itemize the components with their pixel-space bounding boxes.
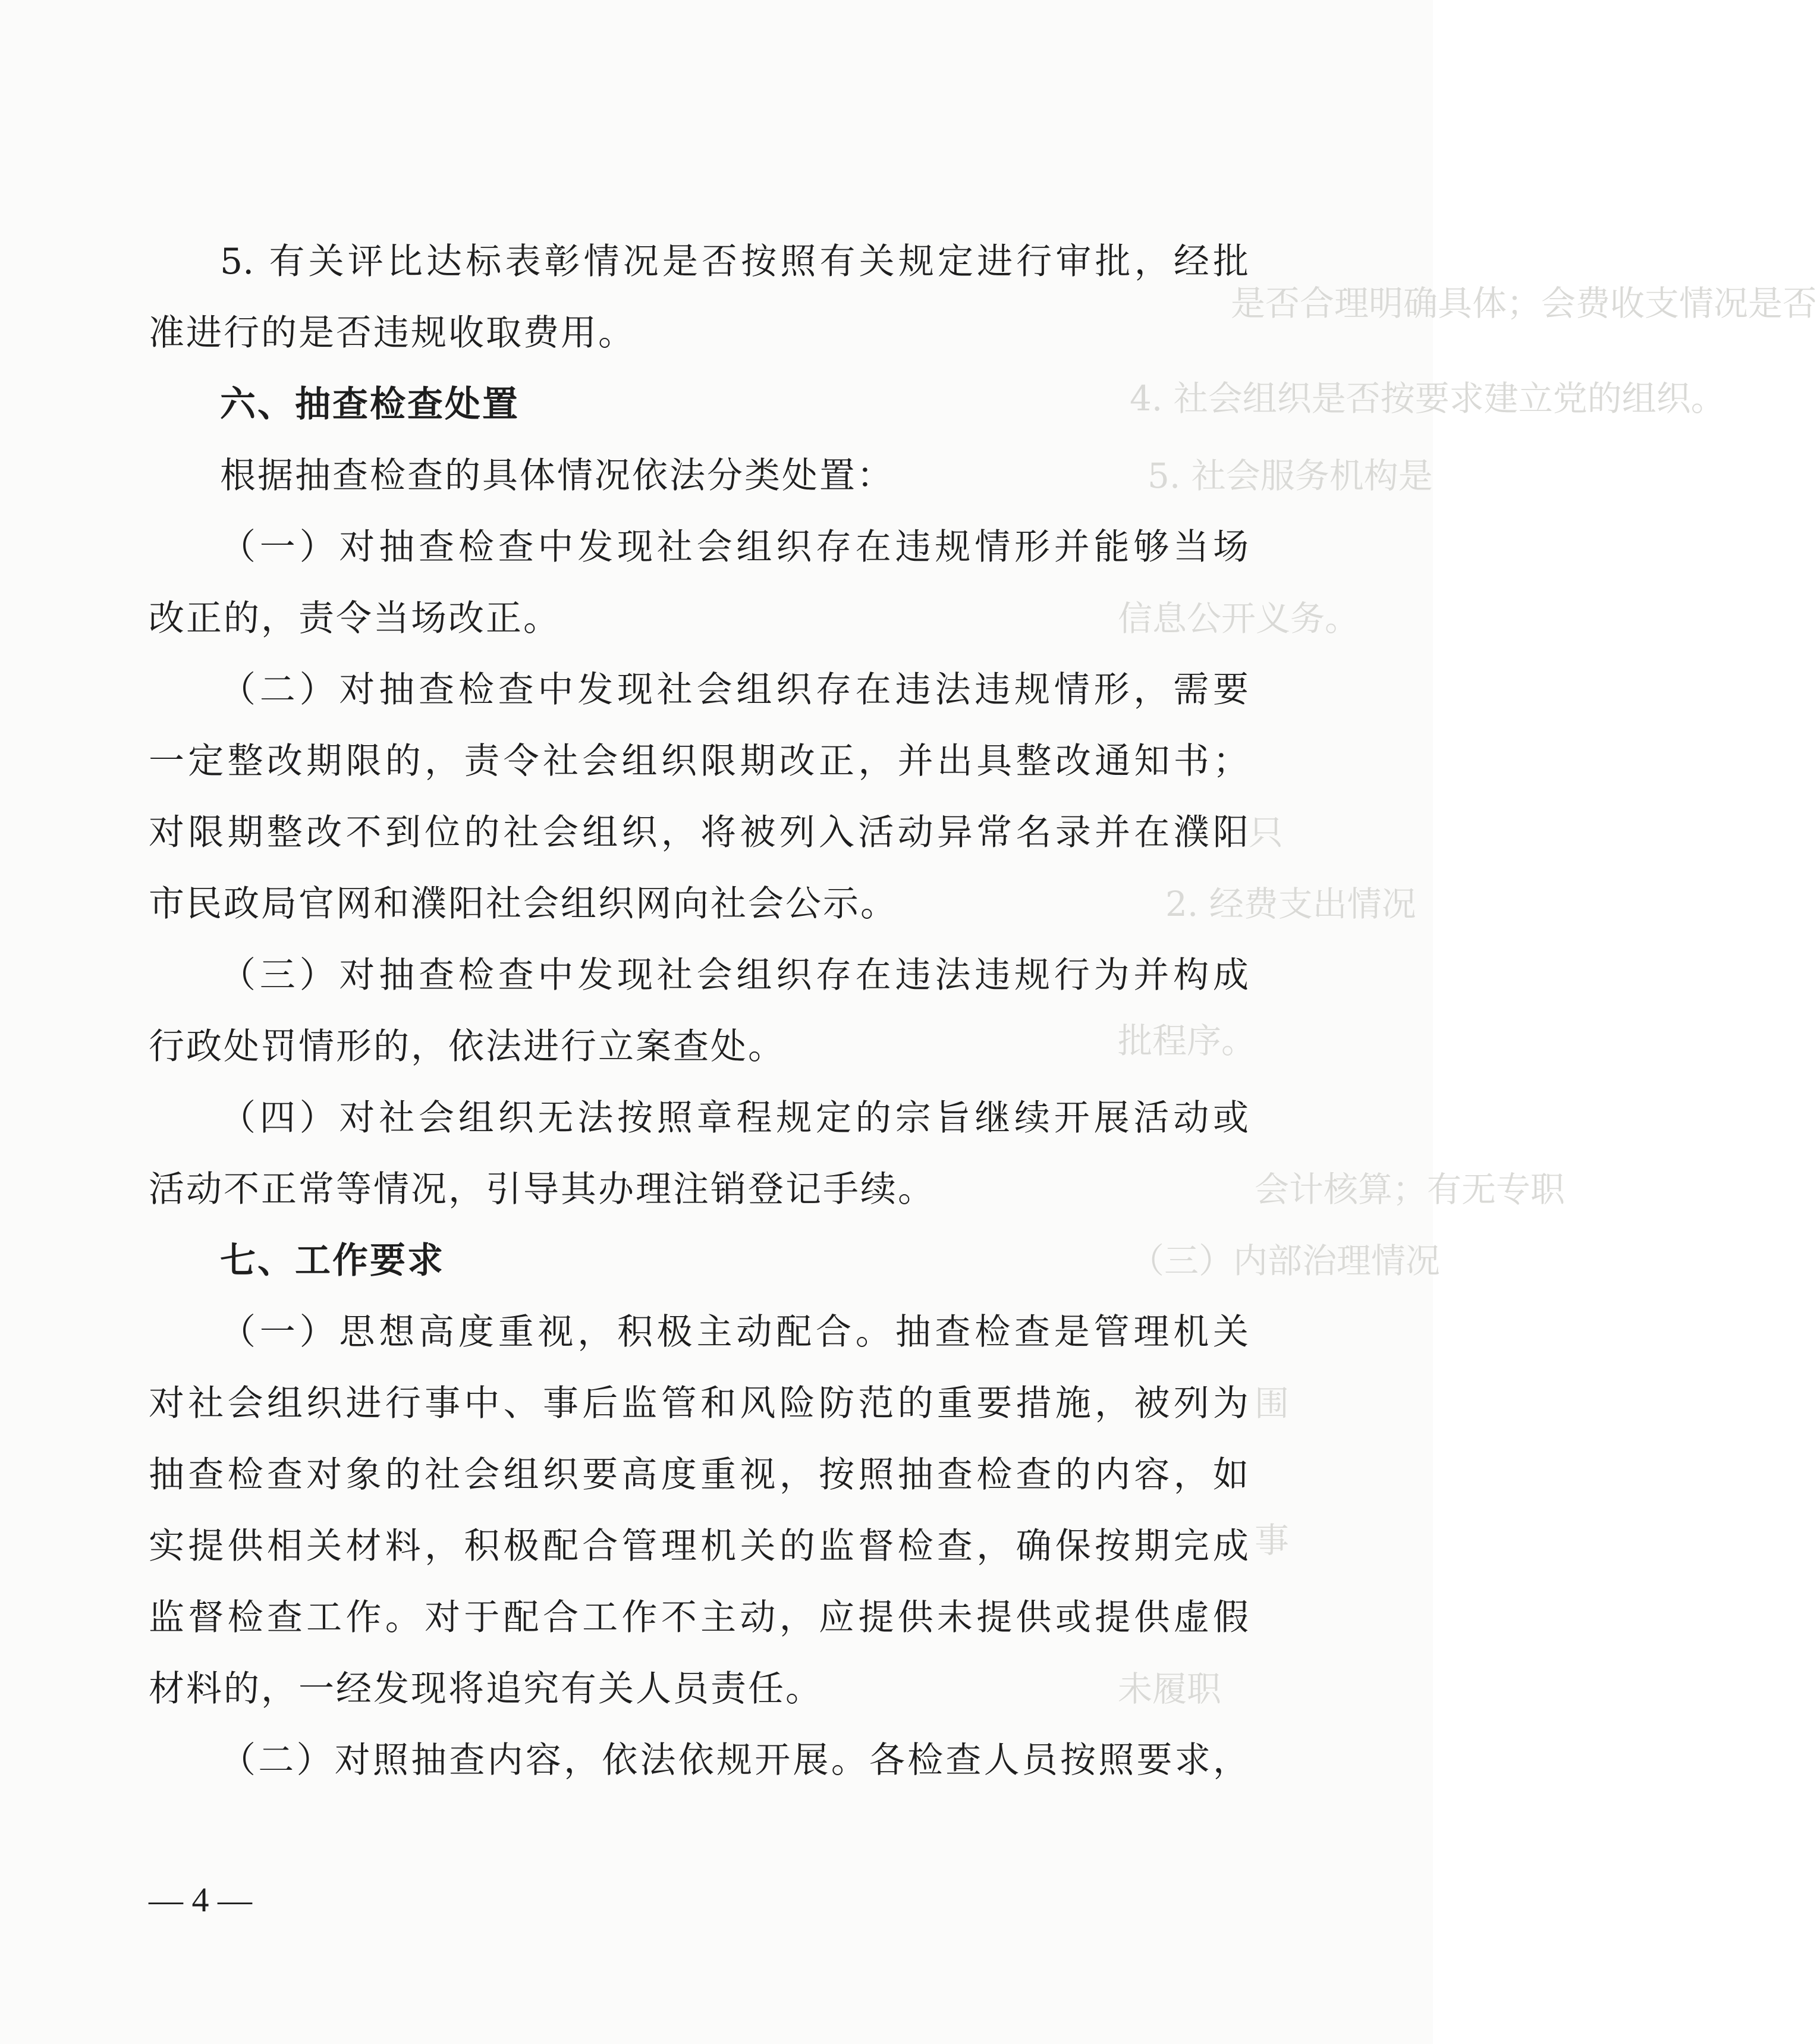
bleed-through-text: 2. 经费支出情况 [1165, 884, 1416, 924]
bleed-through-text: 未履职 [1118, 1669, 1222, 1709]
paragraph-line: 行政处罚情形的，依法进行立案查处。 [149, 1026, 785, 1067]
paragraph-line: 抽查检查对象的社会组织要高度重视，按照抽查检查的内容，如 [149, 1454, 1249, 1496]
paragraph-line: 根据抽查检查的具体情况依法分类处置： [220, 455, 894, 497]
paragraph-line: 一定整改期限的，责令社会组织限期改正，并出具整改通知书； [149, 740, 1249, 782]
bleed-through-text: 4. 社会组织是否按要求建立党的组织。 [1130, 378, 1725, 419]
paragraph-line: 材料的，一经发现将追究有关人员责任。 [149, 1668, 823, 1710]
paragraph-line: 5. 有关评比达标表彰情况是否按照有关规定进行审批，经批 [220, 241, 1249, 282]
paragraph-line: 市民政局官网和濮阳社会组织网向社会公示。 [149, 883, 898, 925]
bleed-through-text: 批程序。 [1118, 1021, 1256, 1061]
paragraph-line: 活动不正常等情况，引导其办理注销登记手续。 [149, 1169, 935, 1210]
bleed-through-text: 是否合理明确具体；会费收支情况是否 [1231, 283, 1817, 324]
section-heading: 七、工作要求 [220, 1240, 445, 1282]
section-heading: 六、抽查检查处置 [220, 384, 520, 425]
bleed-through-text: （三）内部治理情况 [1130, 1241, 1441, 1281]
paragraph-line: （二）对抽查检查中发现社会组织存在违法违规情形，需要 [220, 669, 1249, 711]
bleed-through-text: 事 [1255, 1520, 1290, 1561]
page-number: — 4 — [149, 1880, 252, 1919]
paragraph-line: 准进行的是否违规收取费用。 [149, 312, 636, 354]
paragraph-line: 对限期整改不到位的社会组织，将被列入活动异常名录并在濮阳 [149, 812, 1249, 853]
paragraph-line: 对社会组织进行事中、事后监管和风险防范的重要措施，被列为 [149, 1383, 1249, 1424]
bleed-through-text: 会计核算；有无专职 [1255, 1169, 1565, 1210]
bleed-through-text: 5. 社会服务机构是 [1148, 456, 1433, 496]
paragraph-line: （一）思想高度重视，积极主动配合。抽查检查是管理机关 [220, 1311, 1249, 1353]
paragraph-line: 改正的，责令当场改正。 [149, 598, 561, 639]
bleed-through-text: 信息公开义务。 [1118, 598, 1360, 639]
paragraph-line: （二）对照抽查内容，依法依规开展。各检查人员按照要求， [220, 1740, 1249, 1781]
bleed-through-text: 只 [1249, 812, 1284, 853]
paragraph-line: （四）对社会组织无法按照章程规定的宗旨继续开展活动或 [220, 1097, 1249, 1139]
paragraph-line: （三）对抽查检查中发现社会组织存在违法违规行为并构成 [220, 955, 1249, 996]
bleed-through-text: 围 [1255, 1383, 1290, 1424]
paragraph-line: （一）对抽查检查中发现社会组织存在违规情形并能够当场 [220, 526, 1249, 568]
paragraph-line: 监督检查工作。对于配合工作不主动，应提供未提供或提供虚假 [149, 1597, 1249, 1638]
paragraph-line: 实提供相关材料，积极配合管理机关的监督检查，确保按期完成 [149, 1525, 1249, 1567]
